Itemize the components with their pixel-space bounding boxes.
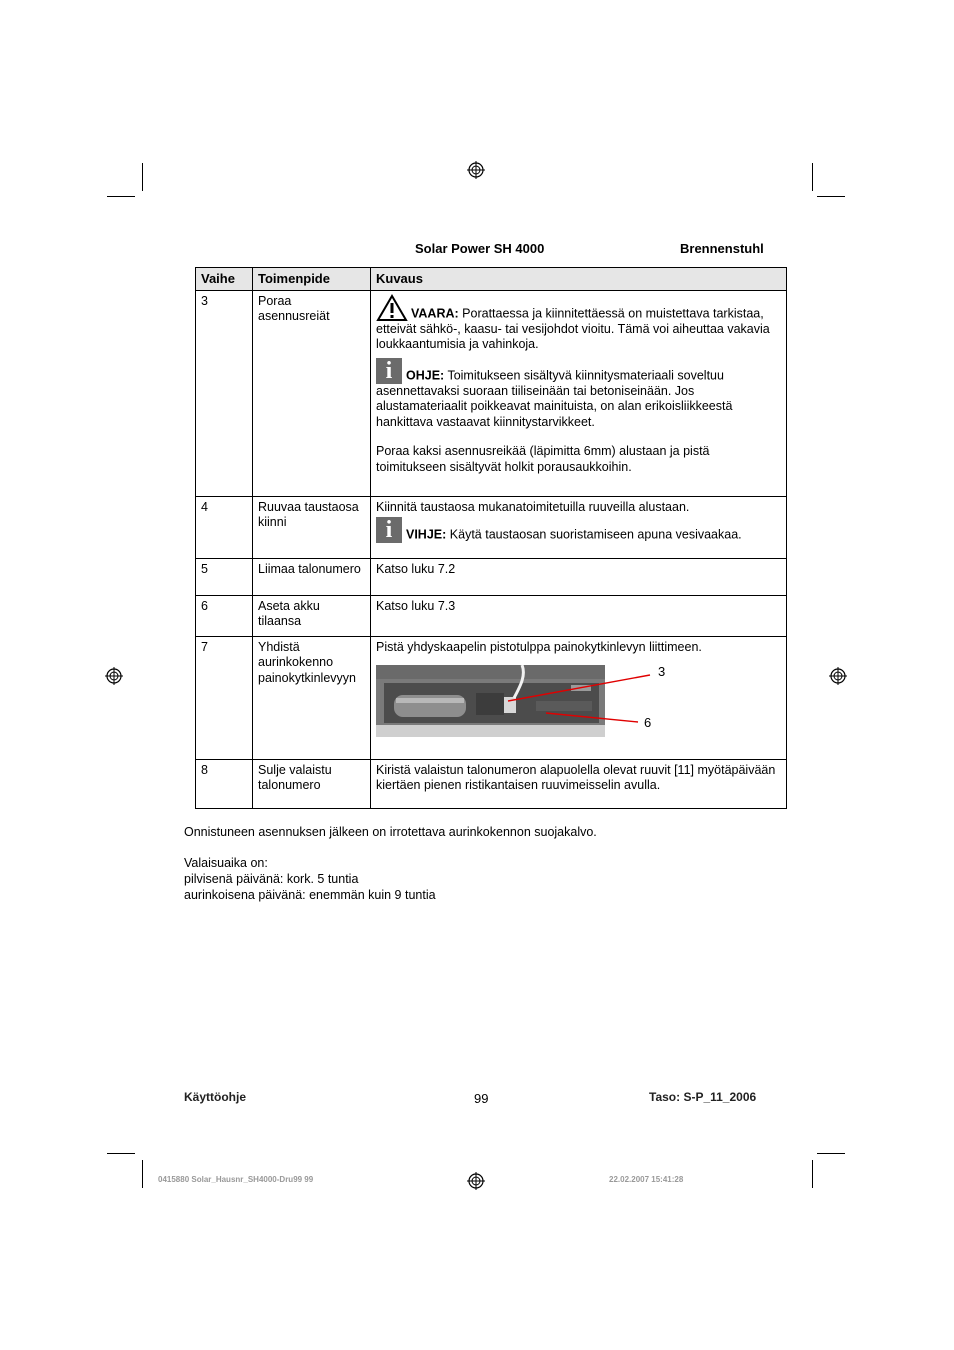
table-row (196, 558, 787, 595)
table-row (196, 636, 787, 759)
lighting-cloudy: pilvisenä päivänä: kork. 5 tuntia (184, 872, 359, 886)
step-number: 6 (196, 595, 253, 636)
footer-manual-label: Käyttöohje (184, 1090, 247, 1104)
step-description: Katso luku 7.3 (371, 595, 787, 636)
column-header: Kuvaus (371, 268, 787, 291)
step-action: Yhdistä aurinkokenno painokytkinlevyyn (253, 636, 371, 759)
step-number: 8 (196, 759, 253, 808)
step-description (371, 496, 787, 558)
registration-mark-icon (467, 161, 485, 179)
info-note (376, 358, 781, 431)
step-action: Ruuvaa taustaosa kiinni (253, 496, 371, 558)
column-header: Vaihe (196, 268, 253, 291)
crop-mark (107, 196, 135, 197)
registration-mark-icon (105, 667, 123, 685)
callout-label: 3 (658, 664, 666, 679)
brand-name: Brennenstuhl (680, 241, 764, 256)
table-row (196, 759, 787, 808)
page-number: 99 (474, 1091, 489, 1106)
step-description: Katso luku 7.2 (371, 558, 787, 595)
step-number: 7 (196, 636, 253, 759)
table-row (196, 290, 787, 496)
column-header: Toimenpide (253, 268, 371, 291)
step-description (371, 290, 787, 496)
after-installation-text: Onnistuneen asennuksen jälkeen on irrotettava aurinkokennon suojakalvo. (184, 825, 597, 839)
tip-note (376, 517, 781, 543)
crop-mark (817, 196, 845, 197)
registration-mark-icon (467, 1172, 485, 1190)
warning-note (376, 294, 781, 353)
step-text: Kiinnitä taustaosa mukanatoimitetuilla ruuveilla alustaan. (376, 499, 690, 514)
step-number: 3 (196, 290, 253, 496)
lighting-sunny: aurinkoisena päivänä: enemmän kuin 9 tuntia (184, 888, 436, 902)
crop-mark (817, 1153, 845, 1154)
table-header-row (196, 268, 787, 291)
registration-mark-icon (829, 667, 847, 685)
print-slug-file: 0415880 Solar_Hausnr_SH4000-Dru99 99 (158, 1175, 314, 1184)
crop-mark (812, 163, 813, 191)
crop-mark (142, 163, 143, 191)
installation-steps-table (195, 267, 787, 809)
table-row (196, 595, 787, 636)
step-action: Sulje valaistu talonumero (253, 759, 371, 808)
step-description: Kiristä valaistun talonumeron alapuolella olevat ruuvit [11] myötäpäivään kiertäen pienen ristikantaisen ruuvimeisselin avulla. (371, 759, 787, 808)
warning-label: VAARA: (411, 306, 459, 320)
step-action: Poraa asennusreiät (253, 290, 371, 496)
circuit-board-photo (376, 661, 776, 741)
info-icon: i (376, 517, 402, 543)
crop-mark (107, 1153, 135, 1154)
info-text: Toimitukseen sisältyvä kiinnitysmateriaali soveltuu asennettavaksi suoraan tiiliseinään tai betoniseinään. Jos alustamateriaalit poikkeavat mainituista, on alan erikoisliikkeestä hankittava vastaavat kiinnitystarvikkeet. (376, 368, 733, 429)
callout-label: 6 (644, 715, 652, 730)
tip-text: Käytä taustaosan suoristamiseen apuna vesivaakaa. (449, 527, 742, 542)
footer-version: Taso: S-P_11_2006 (649, 1090, 757, 1104)
product-title: Solar Power SH 4000 (415, 241, 545, 256)
table-row (196, 496, 787, 558)
step-number: 4 (196, 496, 253, 558)
step-description (371, 636, 787, 759)
crop-mark (142, 1160, 143, 1188)
warning-text: Porattaessa ja kiinnitettäessä on muistettava tarkistaa, etteivät sähkö-, kaasu- tai vesijohdot vioitu. Tämä voi aiheuttaa vakavia loukkaantumisia ja vahinkoja. (376, 306, 770, 351)
tip-label: VIHJE: (406, 527, 447, 542)
lighting-title: Valaisuaika on: (184, 856, 268, 870)
step-action: Liimaa talonumero (253, 558, 371, 595)
crop-mark (812, 1160, 813, 1188)
step-text: Poraa kaksi asennusreikää (läpimitta 6mm) alustaan ja pistä toimitukseen sisältyvät holkit porausaukkoihin. (376, 444, 710, 474)
warning-triangle-icon (376, 294, 408, 322)
step-text: Pistä yhdyskaapelin pistotulppa painokytkinlevyn liittimeen. (376, 639, 702, 654)
info-icon: i (376, 358, 402, 384)
step-number: 5 (196, 558, 253, 595)
print-slug-date: 22.02.2007 15:41:28 (609, 1175, 684, 1184)
step-action: Aseta akku tilaansa (253, 595, 371, 636)
callout-lines (376, 661, 776, 741)
info-label: OHJE: (406, 368, 445, 382)
